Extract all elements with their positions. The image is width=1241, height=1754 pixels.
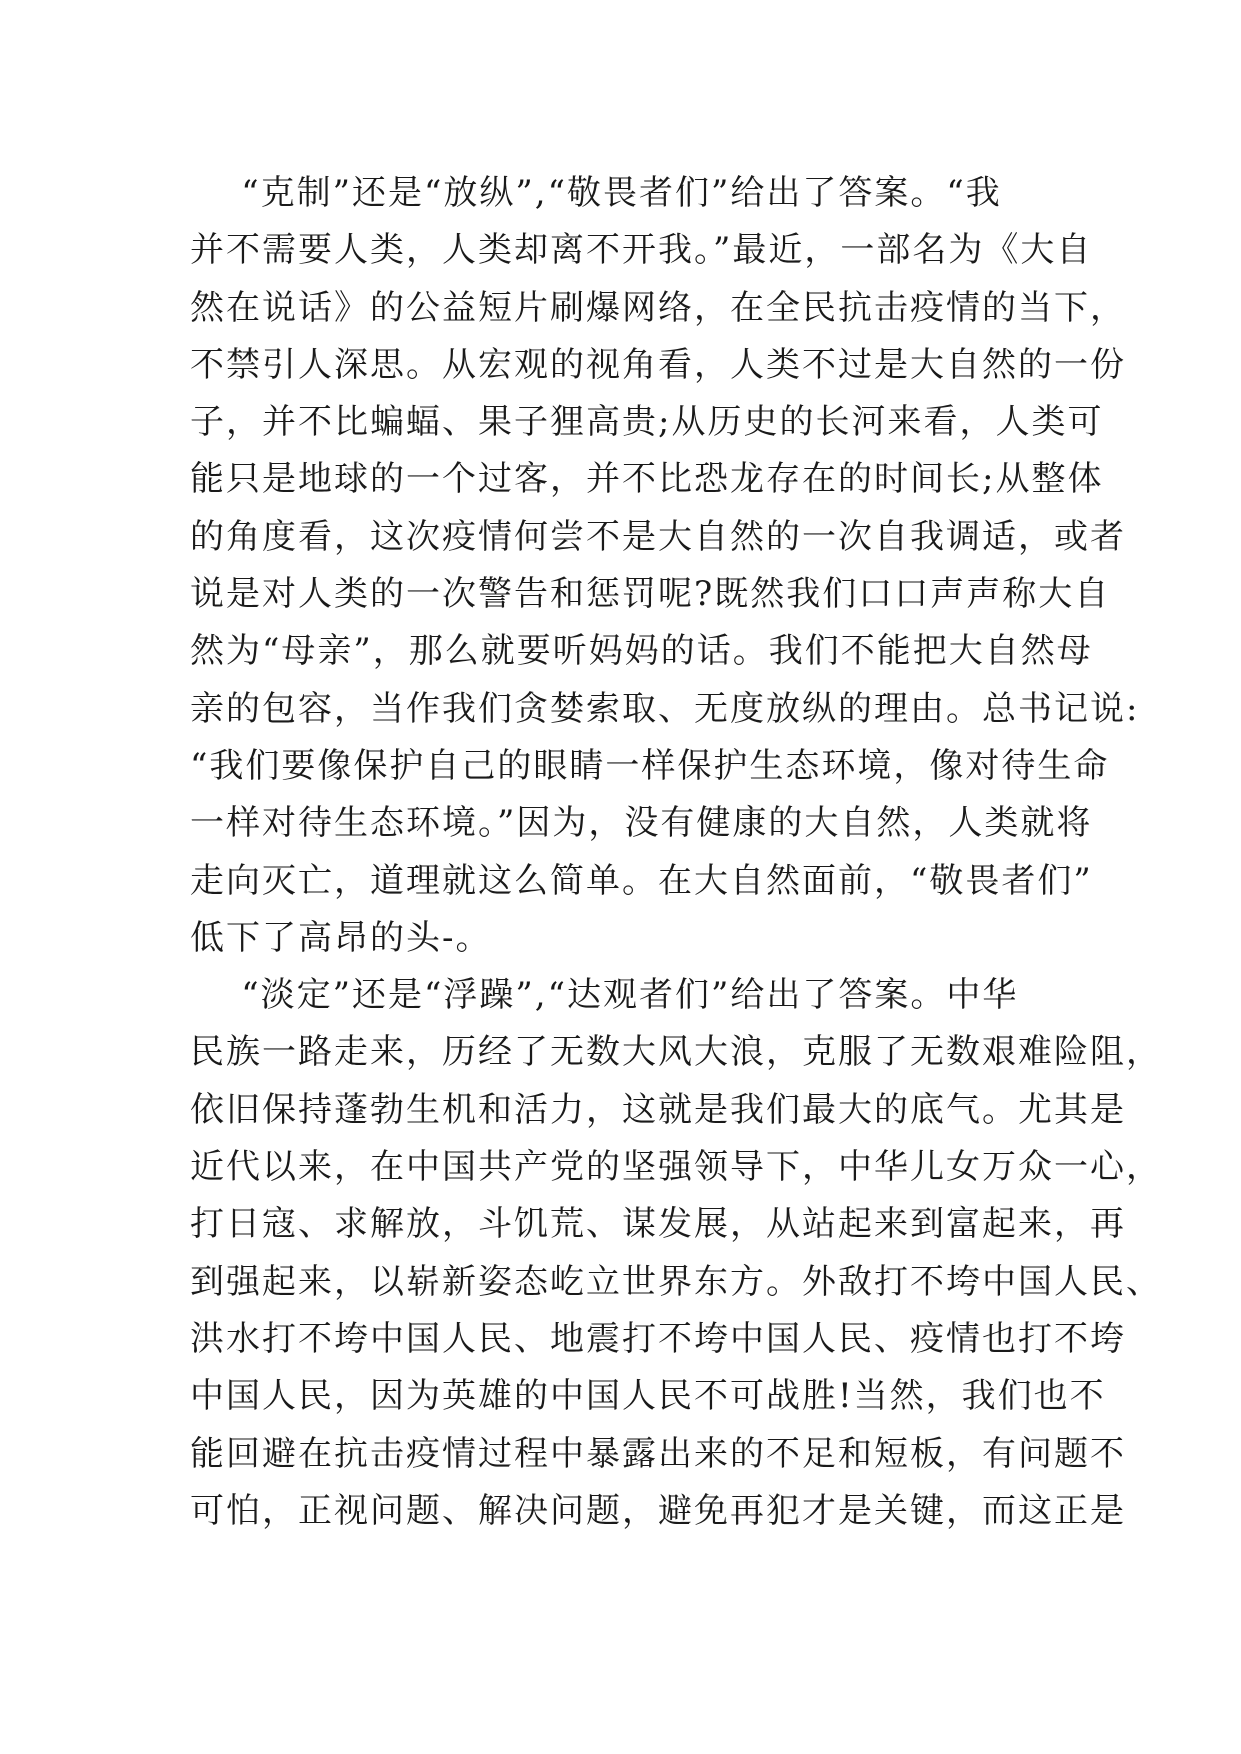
text-line: “淡定”还是“浮躁”,“达观者们”给出了答案。中华	[190, 975, 1019, 1016]
text-line: 一样对待生态环境。”因为，没有健康的大自然，人类就将	[190, 803, 1093, 844]
text-line: 亲的包容，当作我们贪婪索取、无度放纵的理由。总书记说:	[190, 688, 1140, 729]
document-body	[190, 165, 1162, 1540]
text-line: 然为“母亲”，那么就要听妈妈的话。我们不能把大自然母	[190, 631, 1093, 672]
text-line: “克制”还是“放纵”,“敬畏者们”给出了答案。“我	[190, 173, 1002, 213]
text-line: 不禁引人深思。从宏观的视角看，人类不过是大自然的一份	[190, 344, 1126, 385]
text-line: 依旧保持蓬勃生机和活力，这就是我们最大的底气。尤其是	[190, 1089, 1126, 1130]
paragraph-2	[190, 967, 1162, 1540]
text-line: 打日寇、求解放，斗饥荒、谋发展，从站起来到富起来，再	[190, 1204, 1126, 1245]
text-line: “我们要像保护自己的眼睛一样保护生态环境，像对待生命	[190, 745, 1110, 786]
text-line: 可怕，正视问题、解决问题，避免再犯才是关键，而这正是	[190, 1490, 1126, 1531]
text-line: 走向灭亡，道理就这么简单。在大自然面前，“敬畏者们”	[190, 860, 1093, 901]
paragraph-1	[190, 165, 1140, 967]
text-line: 能只是地球的一个过客，并不比恐龙存在的时间长;从整体	[190, 459, 1104, 500]
text-line: 到强起来，以崭新姿态屹立世界东方。外敌打不垮中国人民、	[190, 1261, 1162, 1302]
text-line: 说是对人类的一次警告和惩罚呢?既然我们口口声声称大自	[190, 574, 1111, 615]
text-line: 并不需要人类，人类却离不开我。”最近，一部名为《大自	[190, 230, 1093, 271]
text-line: 然在说话》的公益短片刷爆网络，在全民抗击疫情的当下，	[190, 287, 1126, 328]
text-line: 的角度看，这次疫情何尝不是大自然的一次自我调适，或者	[190, 516, 1126, 557]
text-line: 低下了高昂的头-。	[190, 917, 492, 958]
text-line: 民族一路走来，历经了无数大风大浪，克服了无数艰难险阻，	[190, 1032, 1162, 1073]
text-line: 近代以来，在中国共产党的坚强领导下，中华儿女万众一心，	[190, 1147, 1162, 1188]
text-line: 能回避在抗击疫情过程中暴露出来的不足和短板，有问题不	[190, 1433, 1126, 1474]
text-line: 子，并不比蝙蝠、果子狸高贵;从历史的长河来看，人类可	[190, 402, 1104, 443]
text-line: 中国人民，因为英雄的中国人民不可战胜!当然，我们也不	[190, 1376, 1106, 1417]
text-line: 洪水打不垮中国人民、地震打不垮中国人民、疫情也打不垮	[190, 1318, 1126, 1359]
